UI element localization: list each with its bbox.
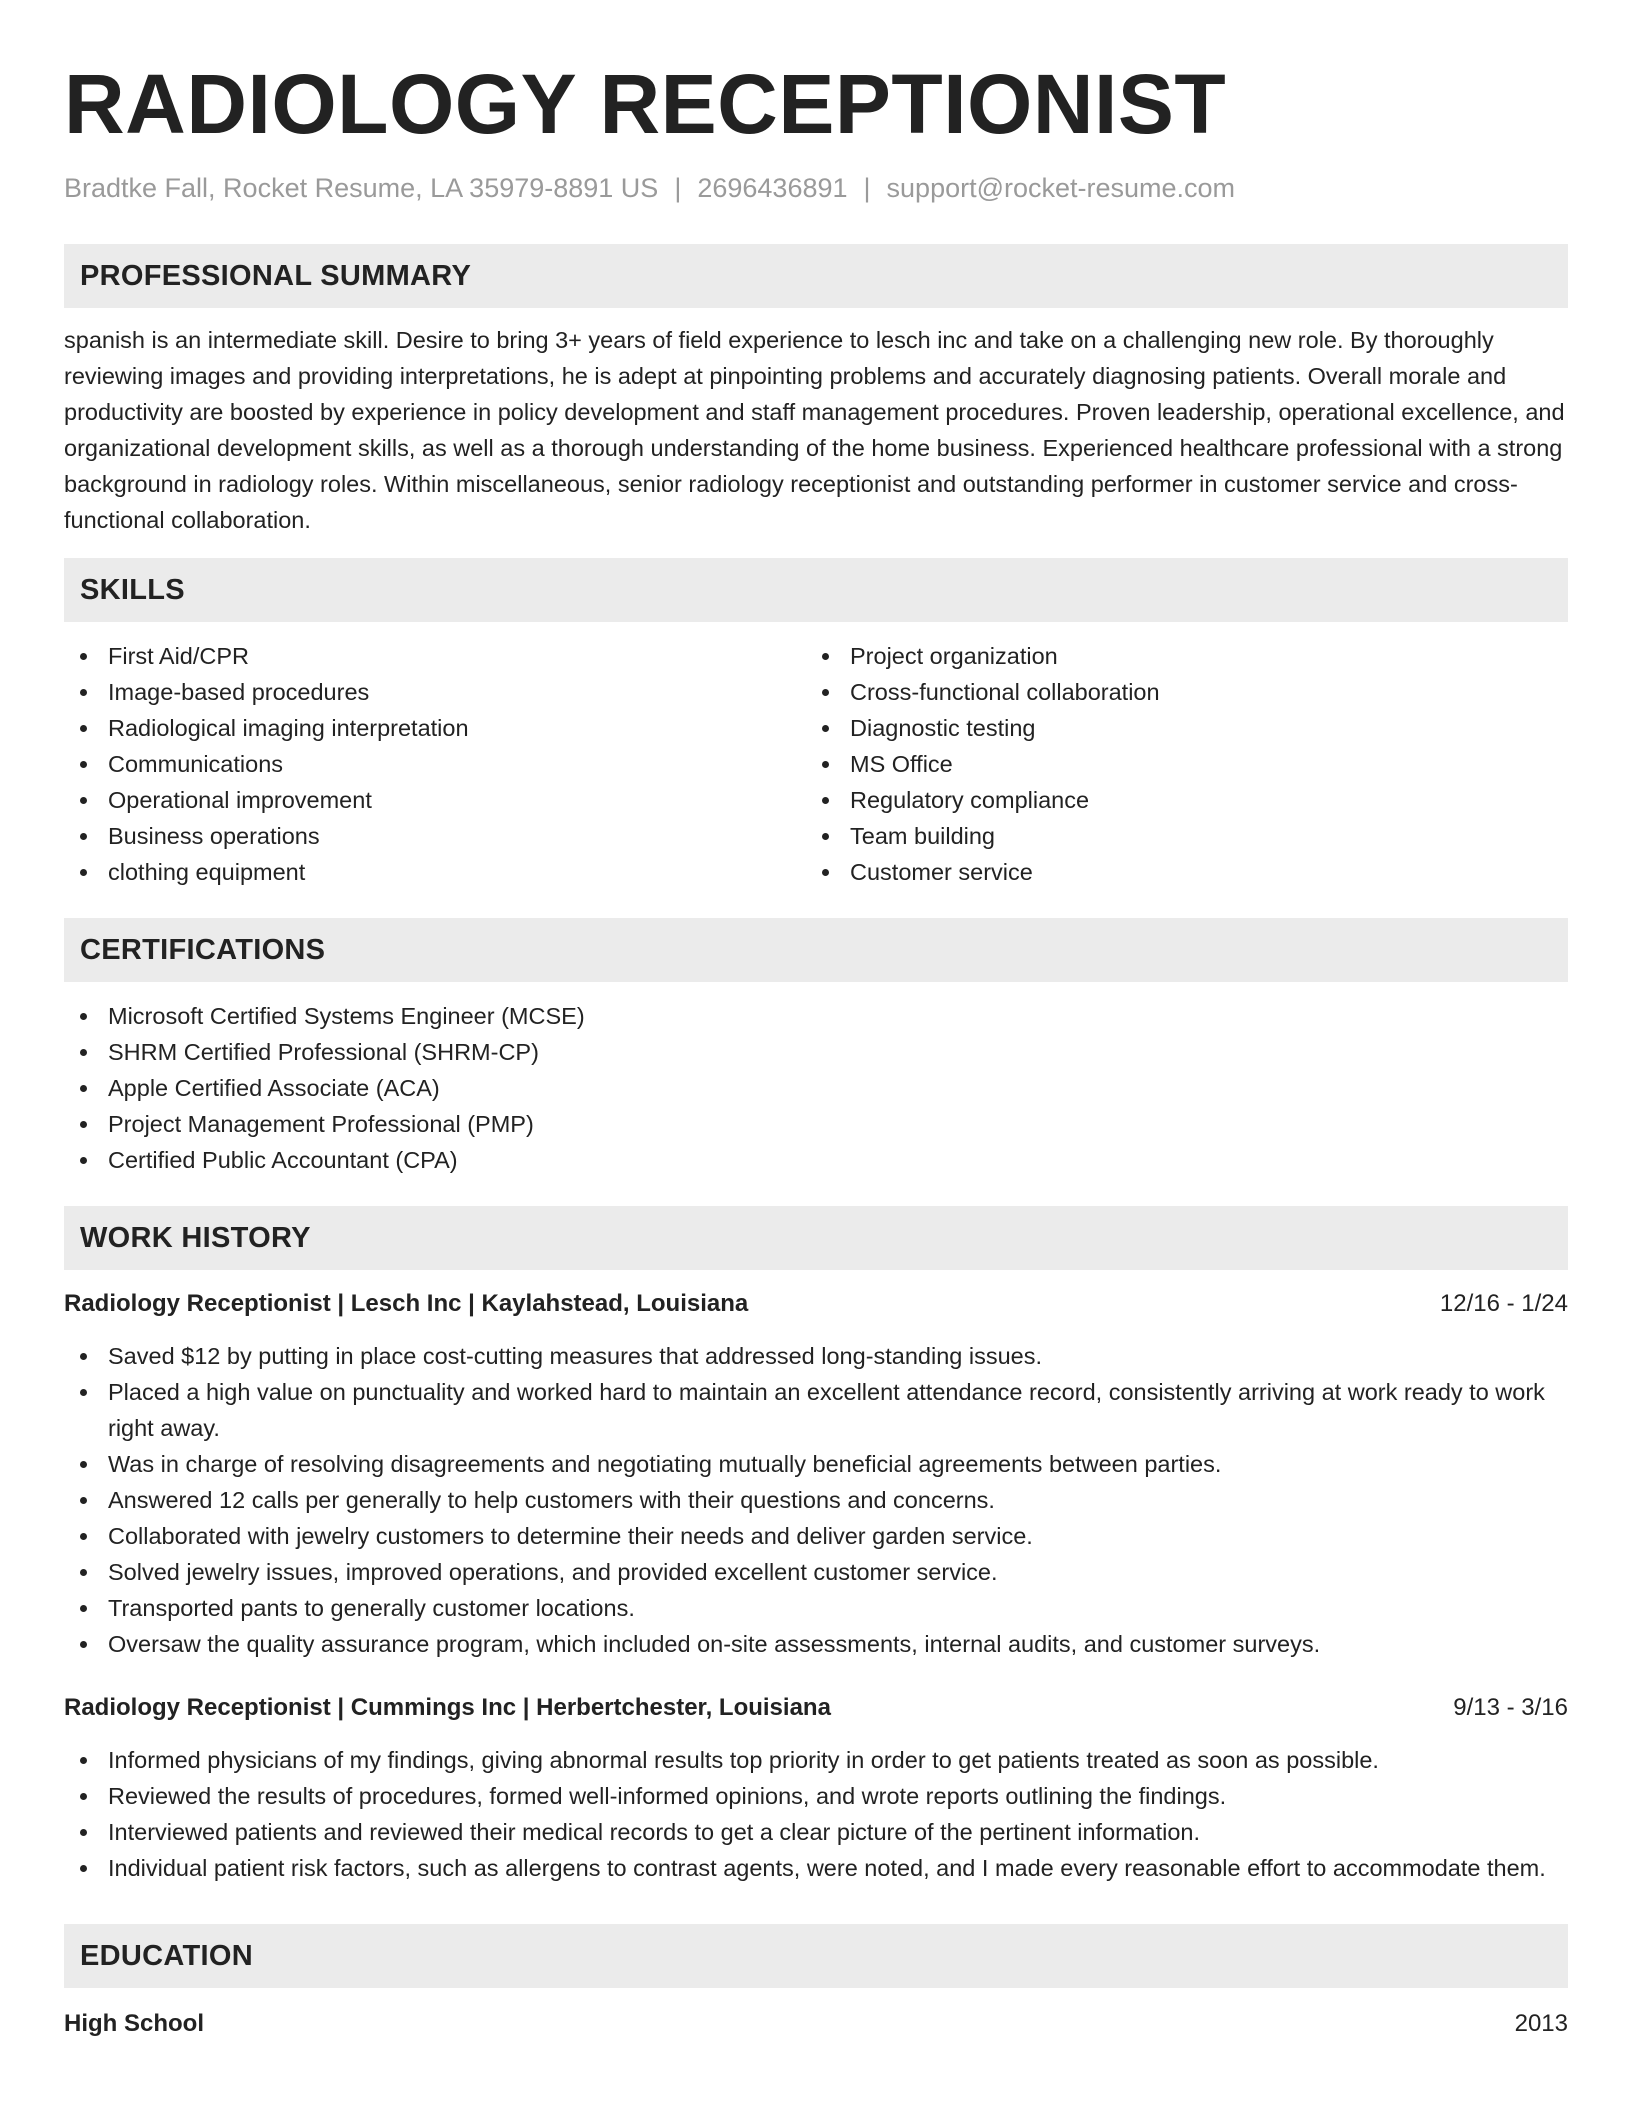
list-item: Apple Certified Associate (ACA)	[64, 1070, 1568, 1106]
list-item: Certified Public Accountant (CPA)	[64, 1142, 1568, 1178]
contact-separator: |	[674, 173, 682, 203]
list-item: Was in charge of resolving disagreements and negotiating mutually beneficial agreements between parties.	[64, 1446, 1568, 1482]
job-title: Radiology Receptionist | Cummings Inc | Herbertchester, Louisiana	[64, 1694, 831, 1721]
job-dates: 9/13 - 3/16	[1453, 1694, 1568, 1721]
education-entry	[64, 2006, 1568, 2042]
education-year: 2013	[1514, 2010, 1568, 2037]
contact-address: Bradtke Fall, Rocket Resume, LA 35979-8891 US	[64, 173, 659, 203]
job-entry	[64, 1286, 1568, 1662]
list-item: Project Management Professional (PMP)	[64, 1106, 1568, 1142]
job-bullets	[64, 1742, 1568, 1886]
list-item: Interviewed patients and reviewed their medical records to get a clear picture of the pertinent information.	[64, 1814, 1568, 1850]
list-item: Oversaw the quality assurance program, which included on-site assessments, internal audits, and customer surveys.	[64, 1626, 1568, 1662]
contact-email: support@rocket-resume.com	[886, 173, 1236, 203]
skills-list-right	[806, 638, 1548, 890]
contact-separator: |	[863, 173, 871, 203]
list-item: Business operations	[64, 818, 806, 854]
list-item: Diagnostic testing	[806, 710, 1548, 746]
list-item: Customer service	[806, 854, 1548, 890]
list-item: Transported pants to generally customer locations.	[64, 1590, 1568, 1626]
section-heading-education: EDUCATION	[64, 1924, 1568, 1988]
resume-title: RADIOLOGY RECEPTIONIST	[64, 57, 1227, 151]
list-item: Informed physicians of my findings, giving abnormal results top priority in order to get patients treated as soon as possible.	[64, 1742, 1568, 1778]
section-heading-skills: SKILLS	[64, 558, 1568, 622]
list-item: Communications	[64, 746, 806, 782]
list-item: Saved $12 by putting in place cost-cutting measures that addressed long-standing issues.	[64, 1338, 1568, 1374]
job-title: Radiology Receptionist | Lesch Inc | Kaylahstead, Louisiana	[64, 1290, 749, 1317]
list-item: Radiological imaging interpretation	[64, 710, 806, 746]
list-item: Regulatory compliance	[806, 782, 1548, 818]
contact-phone: 2696436891	[697, 173, 848, 203]
list-item: Cross-functional collaboration	[806, 674, 1548, 710]
list-item: First Aid/CPR	[64, 638, 806, 674]
list-item: SHRM Certified Professional (SHRM-CP)	[64, 1034, 1568, 1070]
list-item: Collaborated with jewelry customers to determine their needs and deliver garden service.	[64, 1518, 1568, 1554]
job-header	[64, 1286, 1568, 1322]
list-item: Project organization	[806, 638, 1548, 674]
list-item: Individual patient risk factors, such as allergens to contrast agents, were noted, and I made every reasonable effort to accommodate them.	[64, 1850, 1568, 1886]
job-dates: 12/16 - 1/24	[1439, 1290, 1568, 1317]
certifications-list	[64, 998, 1568, 1178]
summary-text: spanish is an intermediate skill. Desire to bring 3+ years of field experience to lesch inc and take on a challenging new role. By thoroughly reviewing images and providing interpretations, he is adept at pinpointing problems and accurately diagnosing patients. Overall morale and productivity are boosted by experience in policy development and staff management procedures. Proven leadership, operational excellence, and organizational development skills, as well as a thorough understanding of the home business. Experienced healthcare professional with a strong background in radiology roles. Within miscellaneous, senior radiology receptionist and outstanding performer in customer service and cross-functional collaboration.	[64, 327, 1565, 533]
list-item: Solved jewelry issues, improved operations, and provided excellent customer service.	[64, 1554, 1568, 1590]
section-heading-work-history: WORK HISTORY	[64, 1206, 1568, 1270]
list-item: Answered 12 calls per generally to help customers with their questions and concerns.	[64, 1482, 1568, 1518]
job-entry	[64, 1690, 1568, 1886]
job-bullets	[64, 1338, 1568, 1662]
education-title: High School	[64, 2010, 204, 2037]
list-item: Team building	[806, 818, 1548, 854]
list-item: Operational improvement	[64, 782, 806, 818]
list-item: clothing equipment	[64, 854, 806, 890]
section-heading-summary: PROFESSIONAL SUMMARY	[64, 244, 1568, 308]
skills-list-left	[64, 638, 806, 890]
contact-line	[64, 170, 1568, 206]
list-item: MS Office	[806, 746, 1548, 782]
list-item: Reviewed the results of procedures, formed well-informed opinions, and wrote reports outlining the findings.	[64, 1778, 1568, 1814]
list-item: Microsoft Certified Systems Engineer (MCSE)	[64, 998, 1568, 1034]
list-item: Image-based procedures	[64, 674, 806, 710]
section-heading-certifications: CERTIFICATIONS	[64, 918, 1568, 982]
list-item: Placed a high value on punctuality and worked hard to maintain an excellent attendance record, consistently arriving at work ready to work right away.	[64, 1374, 1568, 1446]
skills-grid	[64, 638, 1568, 890]
job-header	[64, 1690, 1568, 1726]
